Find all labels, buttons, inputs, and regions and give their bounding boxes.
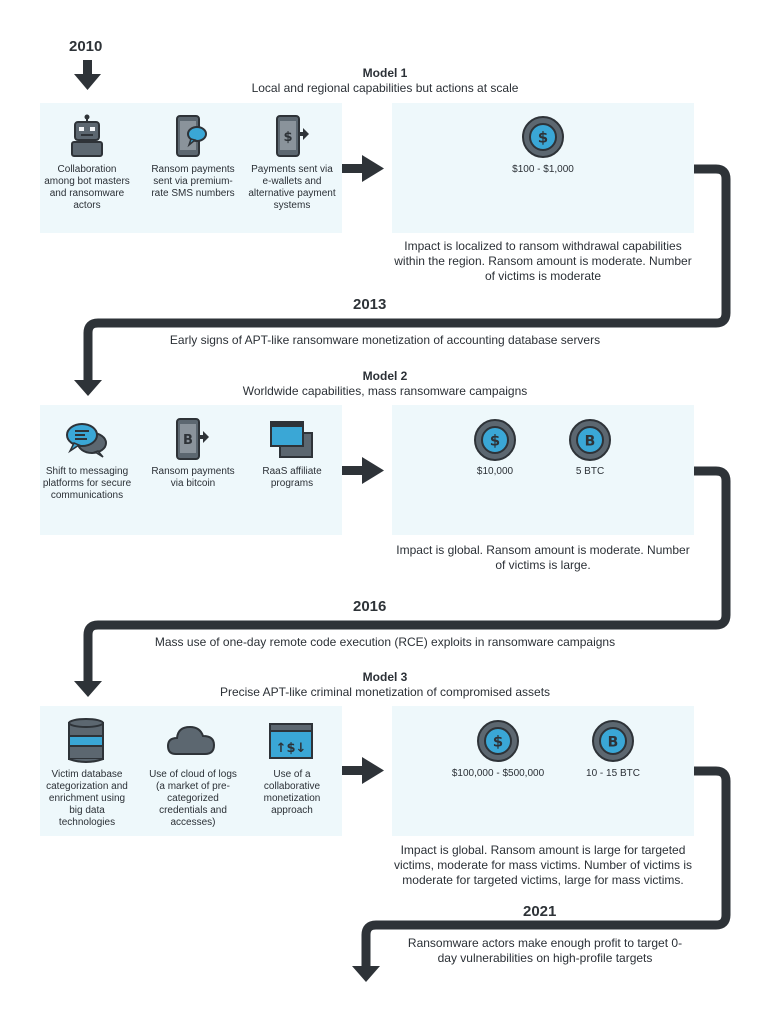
model-2-title: Model 2 <box>362 369 408 383</box>
model-1-subtitle: Local and regional capabilities but actions at scale <box>251 81 519 95</box>
model-2-impact: Impact is global. Ransom amount is moderate. Number of victims is large. <box>396 543 690 572</box>
model-2-amount-2: 5 BTC <box>575 466 605 477</box>
model-3-impact: Impact is global. Ransom amount is large for targeted victims, moderate for mass victims. Number of victims is moderate for targeted victims, large for mass victims. <box>393 843 693 887</box>
model-3-amount-1: $100,000 - $500,000 <box>451 768 545 779</box>
dollar-coin-icon <box>476 719 520 763</box>
model-1-item-3-label: Payments sent via e-wallets and alternative payment systems <box>248 164 336 211</box>
year-2010: 2010 <box>69 38 103 55</box>
model-1-amount-1: $100 - $1,000 <box>512 164 574 175</box>
model-2-item-3-label: RaaS affiliate programs <box>262 466 322 489</box>
phone-dollar-icon <box>274 114 310 158</box>
transition-2013-text: Early signs of APT-like ransomware monetization of accounting database servers <box>169 333 601 347</box>
svg-text:B: B <box>584 433 596 450</box>
phone-bitcoin-icon <box>174 417 210 461</box>
svg-text:B: B <box>607 734 619 751</box>
svg-text:$: $ <box>537 128 549 147</box>
model-2-amount-1: $10,000 <box>476 466 514 477</box>
model-3-amount-2: 10 - 15 BTC <box>586 768 640 779</box>
year-2016: 2016 <box>353 598 387 615</box>
phone-chat-icon <box>174 114 210 158</box>
windows-icon <box>268 419 316 461</box>
model-3-item-3-label: Use of a collaborative monetization approach <box>263 769 321 816</box>
svg-text:↑$↓: ↑$↓ <box>275 741 307 756</box>
transition-2021-text: Ransomware actors make enough profit to target 0-day vulnerabilities on high-profile targets <box>407 936 683 965</box>
model-1-item-2-label: Ransom payments sent via premium-rate SMS numbers <box>151 164 235 199</box>
monetization-window-icon <box>268 721 314 761</box>
model-3-title: Model 3 <box>362 670 408 684</box>
svg-text:$: $ <box>489 431 501 450</box>
bitcoin-coin-icon <box>591 719 635 763</box>
model-3-item-2-label: Use of cloud of logs (a market of pre-categorized credentials and accesses) <box>149 769 237 828</box>
dollar-coin-icon <box>521 115 565 159</box>
model-3-subtitle: Precise APT-like criminal monetization of compromised assets <box>219 685 551 699</box>
model-2-subtitle: Worldwide capabilities, mass ransomware campaigns <box>242 384 528 398</box>
right-arrow-3 <box>342 757 384 784</box>
right-arrow-2 <box>342 457 384 484</box>
dollar-coin-icon <box>473 418 517 462</box>
chat-bubbles-icon <box>65 421 109 459</box>
robot-icon <box>69 114 105 158</box>
model-1-item-1-label: Collaboration among bot masters and ransomware actors <box>44 164 130 211</box>
year-2021: 2021 <box>523 903 557 920</box>
database-icon <box>66 717 106 765</box>
svg-text:B: B <box>183 433 193 448</box>
model-1-title: Model 1 <box>362 66 408 80</box>
svg-text:$: $ <box>283 130 293 145</box>
right-arrow-1 <box>342 155 384 182</box>
model-2-item-1-label: Shift to messaging platforms for secure communications <box>42 466 132 501</box>
bitcoin-coin-icon <box>568 418 612 462</box>
svg-text:$: $ <box>492 732 504 751</box>
model-3-item-1-label: Victim database categorization and enrichment using big data technologies <box>46 769 128 828</box>
cloud-icon <box>166 722 216 758</box>
transition-2016-text: Mass use of one-day remote code execution (RCE) exploits in ransomware campaigns <box>154 635 616 649</box>
year-2013: 2013 <box>353 296 387 313</box>
model-2-item-2-label: Ransom payments via bitcoin <box>151 466 235 489</box>
model-1-impact: Impact is localized to ransom withdrawal capabilities within the region. Ransom amount is moderate. Number of victims is moderate <box>394 239 692 283</box>
connector-2021-head <box>352 966 380 982</box>
